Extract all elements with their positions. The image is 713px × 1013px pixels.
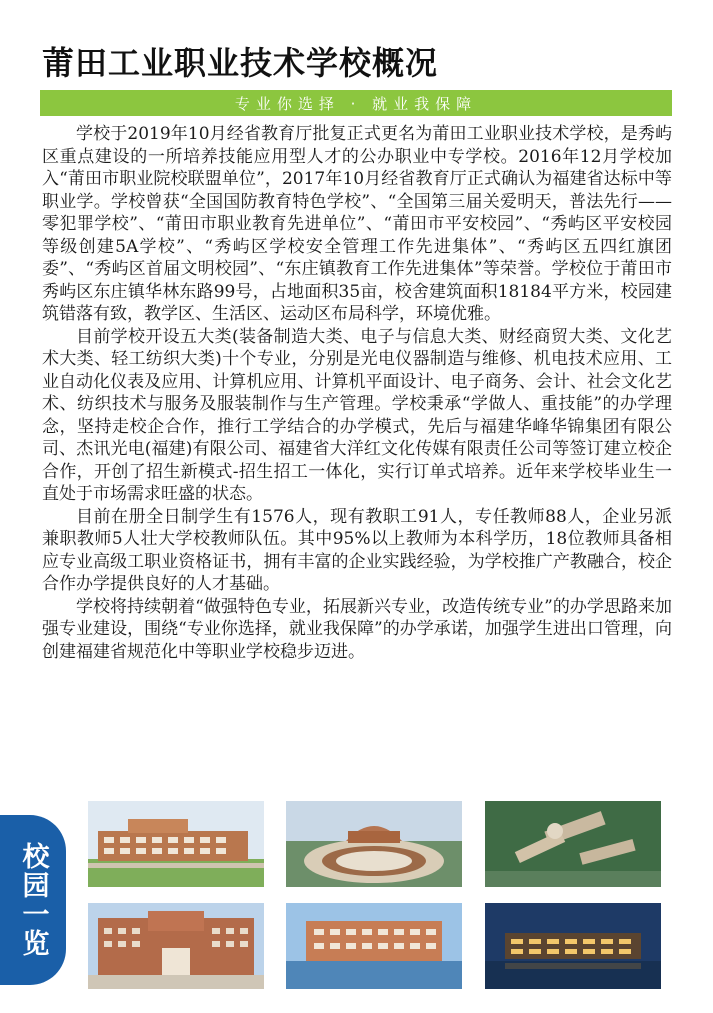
campus-photo-1 bbox=[88, 801, 264, 887]
campus-photo-4 bbox=[88, 903, 264, 989]
paragraph-staff: 目前在册全日制学生有1576人，现有教职工91人，专任教师88人，企业另派兼职教师5人壮大学校教师队伍。其中95%以上教师为本科学历，18位教师具备相应专业高级工职业资格证书，拥有丰富的企业实践经验，为学校推广产教融合，校企合作办学提供良好的人才基础。 bbox=[42, 506, 672, 594]
paragraph-majors: 目前学校开设五大类(装备制造大类、电子与信息大类、财经商贸大类、文化艺术大类、轻工纺织大类)十个专业，分别是光电仪器制造与维修、机电技术应用、工业自动化仪表及应用、计算机应用、计算机平面设计、电子商务、会计、社会文化艺术、纺织技术与服务及服装制作与生产管理。学校秉承“学做人、重技能”的办学理念，坚持走校企合作，推行工学结合的办学模式，先后与福建华峰华锦集团有限公司、杰讯光电(福建)有限公司、福建省大洋红文化传媒有限责任公司等签订建立校企合作，开创了招生新模式-招生招工一体化，实行订单式培养。近年来学校毕业生一直处于市场需求旺盛的状态。 bbox=[42, 326, 672, 504]
campus-photo-5 bbox=[286, 903, 462, 989]
gallery-tab bbox=[0, 815, 66, 985]
slogan-text: 专业你选择 · 就业我保障 bbox=[234, 94, 478, 113]
paragraph-history: 学校于2019年10月经省教育厅批复正式更名为莆田工业职业技术学校，是秀屿区重点建设的一所培养技能应用型人才的公办职业中专学校。2016年12月学校加入“莆田市职业院校联盟单位”，2017年10月经省教育厅正式确认为福建省达标中等职业学。学校曾获“全国国防教育特色学校”、“全国第三届关爱明天，普法先行——零犯罪学校”、“莆田市职业教育先进单位”、“莆田市平安校园”、“秀屿区平安校园等级创建5A学校”、“秀屿区学校安全管理工作先进集体”、“秀屿区五四红旗团委”、“秀屿区首届文明校园”、“东庄镇教育工作先进集体”等荣誉。学校位于莆田市秀屿区东庄镇华林东路99号，占地面积35亩，校舍建筑面积18184平方米，校园建筑错落有致，教学区、生活区、运动区布局科学，环境优雅。 bbox=[42, 124, 672, 324]
gallery-label: 校园一览 bbox=[17, 842, 49, 958]
campus-photo-2 bbox=[286, 801, 462, 887]
campus-photo-6 bbox=[485, 903, 661, 989]
slogan-banner bbox=[40, 90, 672, 116]
campus-photo-3 bbox=[485, 801, 661, 887]
intro-body bbox=[42, 123, 672, 663]
paragraph-outlook: 学校将持续朝着“做强特色专业，拓展新兴专业，改造传统专业”的办学思路来加强专业建设，围绕“专业你选择，就业我保障”的办学承诺，加强学生进出口管理，向创建福建省规范化中等职业学校稳步迈进。 bbox=[42, 596, 672, 662]
page-title: 莆田工业职业技术学校概况 bbox=[42, 44, 439, 82]
